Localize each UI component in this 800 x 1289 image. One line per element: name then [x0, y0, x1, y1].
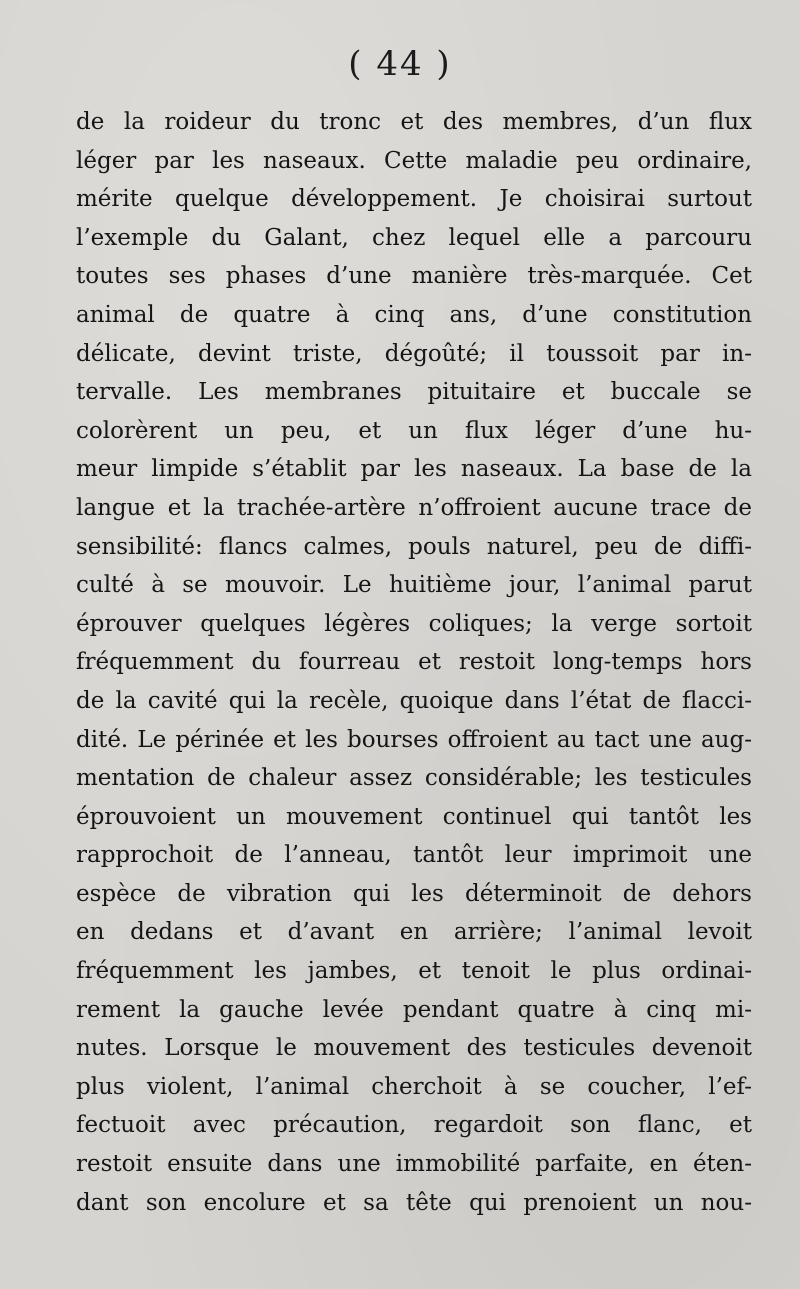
text-line: éprouvoient un mouvement continuel qui tantôt les	[76, 803, 752, 830]
text-line: fréquemment les jambes, et tenoit le plus ordinai-	[76, 958, 752, 985]
text-line: sensibilité: flancs calmes, pouls naturel, peu de diffi-	[76, 533, 752, 560]
text-line: dant son encolure et sa tête qui prenoient un nou-	[76, 1189, 752, 1216]
text-line: de la roideur du tronc et des membres, d’un flux	[76, 109, 752, 135]
text-line: nutes. Lorsque le mouvement des testicules devenoit	[76, 1035, 752, 1062]
text-line: rapprochoit de l’anneau, tantôt leur imprimoit une	[76, 842, 752, 869]
text-line: rement la gauche levée pendant quatre à cinq mi-	[76, 996, 752, 1023]
text-line: meur limpide s’établit par les naseaux. La base de la	[76, 456, 752, 483]
text-line: léger par les naseaux. Cette maladie peu ordinaire,	[76, 147, 752, 174]
text-line: mérite quelque développement. Je choisirai surtout	[76, 186, 752, 213]
text-line: espèce de vibration qui les déterminoit de dehors	[76, 880, 752, 907]
text-line: éprouver quelques légères coliques; la verge sortoit	[76, 610, 752, 637]
text-line: délicate, devint triste, dégoûté; il toussoit par in-	[76, 340, 752, 367]
text-line: l’exemple du Galant, chez lequel elle a parcouru	[76, 224, 752, 251]
text-line: en dedans et d’avant en arrière; l’animal levoit	[76, 919, 752, 946]
text-line: dité. Le périnée et les bourses offroient au tact une aug-	[76, 726, 752, 753]
text-line: mentation de chaleur assez considérable; les testicules	[76, 765, 752, 792]
text-line: plus violent, l’animal cherchoit à se coucher, l’ef-	[76, 1073, 752, 1100]
text-line: restoit ensuite dans une immobilité parfaite, en éten-	[76, 1151, 752, 1178]
text-line: toutes ses phases d’une manière très-marquée. Cet	[76, 263, 752, 290]
body-text	[76, 103, 752, 1222]
text-line: colorèrent un peu, et un flux léger d’une hu-	[76, 417, 752, 444]
text-line: culté à se mouvoir. Le huitième jour, l’animal parut	[76, 572, 752, 599]
text-line: tervalle. Les membranes pituitaire et buccale se	[76, 379, 752, 406]
text-line: fectuoit avec précaution, regardoit son flanc, et	[76, 1112, 752, 1139]
page-number: ( 44 )	[348, 44, 452, 84]
text-line: fréquemment du fourreau et restoit long-temps hors	[76, 649, 752, 676]
text-line: langue et la trachée-artère n’offroient aucune trace de	[76, 494, 752, 521]
text-line: de la cavité qui la recèle, quoique dans l’état de flacci-	[76, 687, 752, 714]
text-line: animal de quatre à cinq ans, d’une constitution	[76, 301, 752, 328]
